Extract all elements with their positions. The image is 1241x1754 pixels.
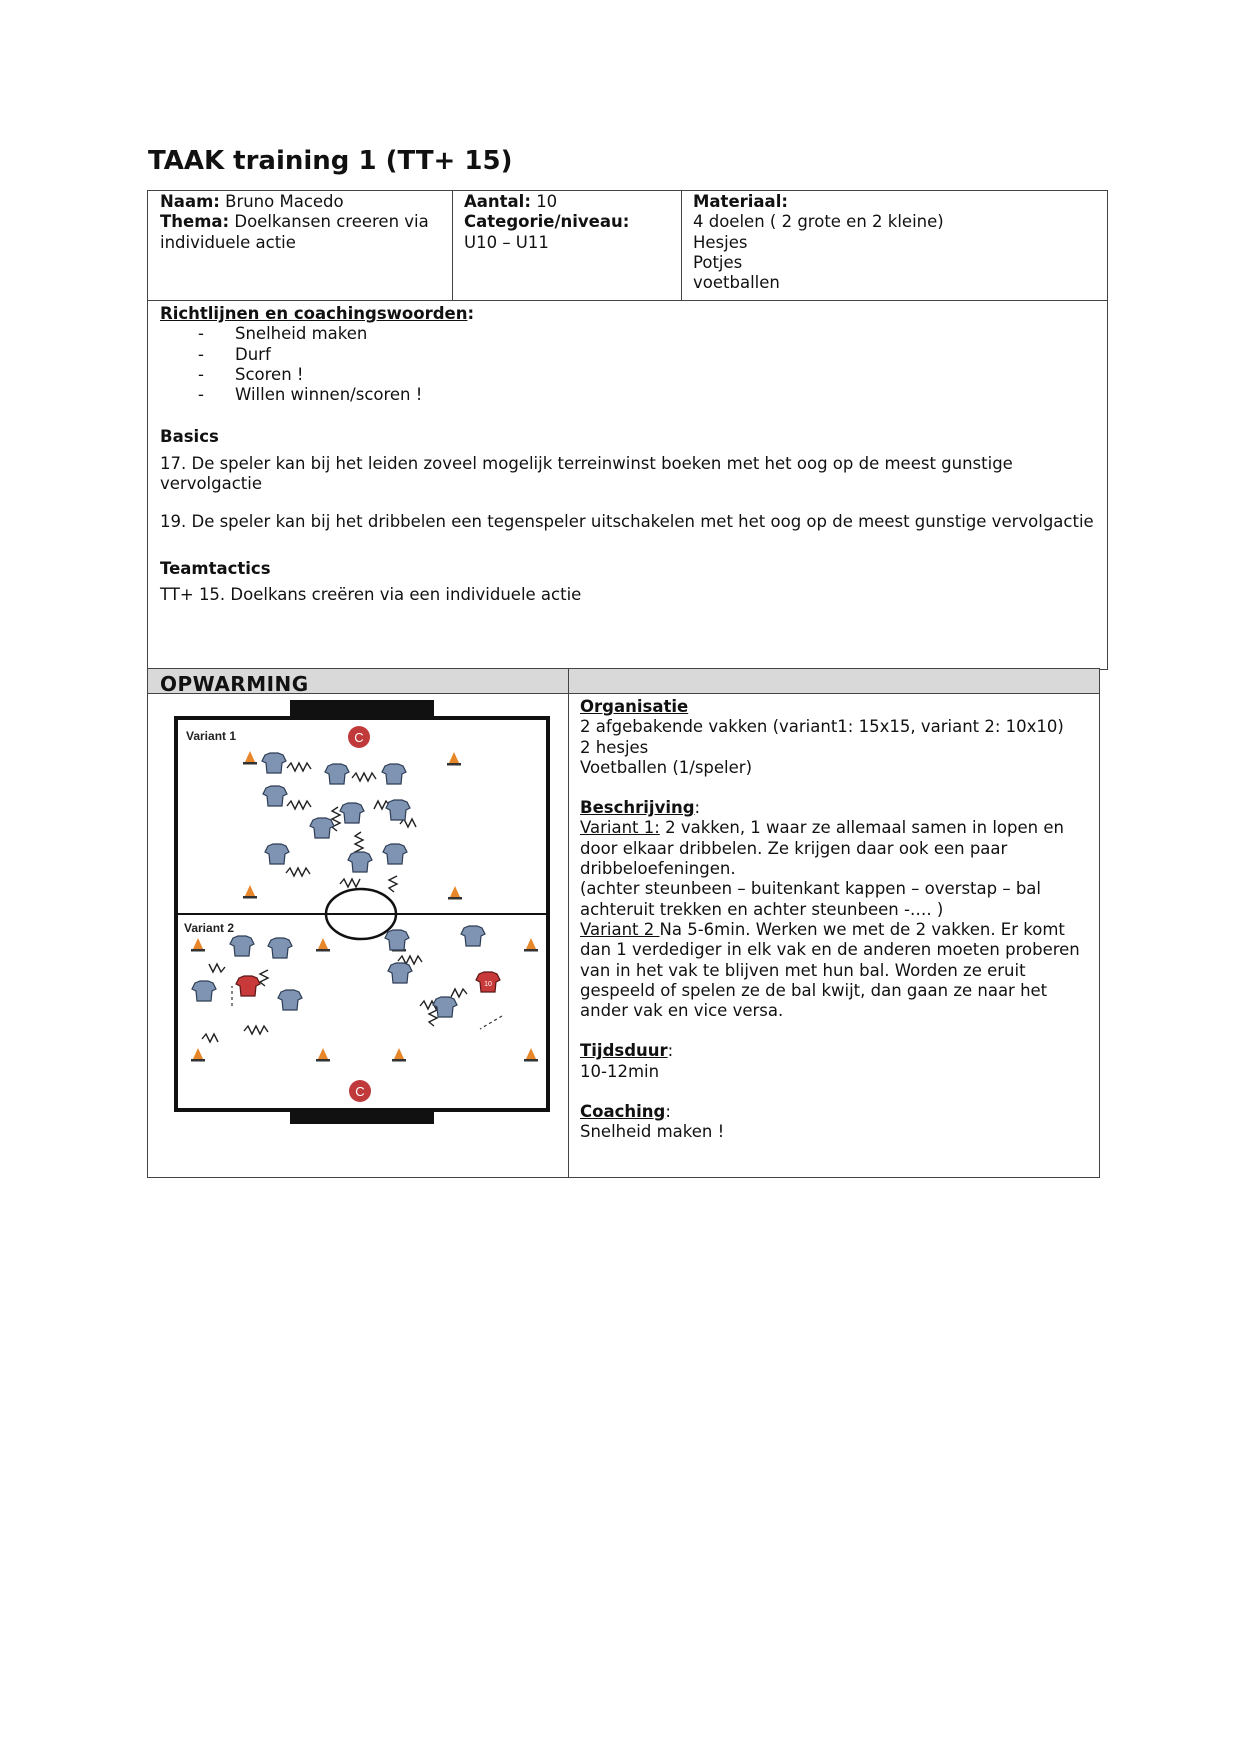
basics-item: 17. De speler kan bij het leiden zoveel mogelijk terreinwinst boeken met het oog op de meest gunstige vervolgactie xyxy=(160,453,1013,494)
list-item xyxy=(160,365,1100,385)
organisatie-line: 2 hesjes xyxy=(580,737,649,757)
variant2-description xyxy=(580,920,1090,1021)
naam-label: Naam: xyxy=(160,192,220,211)
teamtactics-item: TT+ 15. Doelkans creëren via een individuele actie xyxy=(160,584,582,604)
cone-icon xyxy=(447,752,461,766)
beschrijving-heading: Beschrijving xyxy=(580,798,695,818)
bullet-dash: - xyxy=(198,344,204,364)
organisatie-line: 2 afgebakende vakken (variant1: 15x15, variant 2: 10x10) xyxy=(580,717,1064,737)
variant1-extra: (achter steunbeen – buitenkant kappen – overstap – bal achteruit trekken en achter steunbeen -…. ) xyxy=(580,879,1042,919)
richtlijnen-heading: Richtlijnen en coachingswoorden xyxy=(160,304,468,323)
thema-label: Thema: xyxy=(160,212,230,232)
player-shirt-icon xyxy=(383,844,407,864)
tijdsduur-value: 10-12min xyxy=(580,1061,660,1081)
coaching-value: Snelheid maken ! xyxy=(580,1122,725,1142)
variant1-text: 2 vakken, 1 waar ze allemaal samen in lopen en door elkaar dribbelen. Ze krijgen daar ook een paar dribbeloefeningen. xyxy=(580,818,1064,879)
naam-thema-cell xyxy=(160,192,445,253)
richtlijnen-section xyxy=(160,304,1100,605)
variant2-label: Variant 2 xyxy=(184,921,235,935)
player-shirt-icon xyxy=(388,963,412,983)
organisatie-heading: Organisatie xyxy=(580,697,689,716)
player-shirt-icon xyxy=(325,764,349,784)
colon: : xyxy=(667,1041,674,1061)
list-item xyxy=(160,324,1100,344)
coach-icon xyxy=(348,726,370,748)
colon: : xyxy=(467,304,475,323)
list-item xyxy=(160,345,1100,365)
categorie-label: Categorie/niveau: xyxy=(464,212,630,232)
cone-icon xyxy=(243,751,257,765)
svg-text:C: C xyxy=(354,730,364,745)
materiaal-label: Materiaal: xyxy=(693,192,788,211)
cone-icon xyxy=(392,1048,406,1062)
list-item-text: Willen winnen/scoren ! xyxy=(235,385,423,405)
tijdsduur-heading: Tijdsduur xyxy=(580,1041,668,1061)
page-title: TAAK training 1 (TT+ 15) xyxy=(148,146,513,176)
variant1-description xyxy=(580,818,1090,879)
training-field-diagram xyxy=(162,696,572,1146)
aantal-label: Aantal: xyxy=(464,192,531,211)
materiaal-item: voetballen xyxy=(693,273,780,293)
variant2-text: Na 5-6min. Werken we met de 2 vakken. Er komt dan 1 verdediger in elk vak en de anderen moeten proberen van in het vak te blijven met hun bal. Worden ze eruit gespeeld of spelen ze de bal kwijt, dan gaan ze naar het ander vak en vice versa. xyxy=(580,919,1080,1021)
player-shirt-icon xyxy=(348,852,372,872)
opwarming-heading: OPWARMING xyxy=(160,672,309,696)
player-shirt-icon xyxy=(340,803,364,823)
variant1-label: Variant 1: xyxy=(580,818,660,838)
divider xyxy=(681,190,682,300)
basics-item: 19. De speler kan bij het dribbelen een tegenspeler uitschakelen met het oog op de meest gunstige vervolgactie xyxy=(160,512,1094,532)
basics-heading: Basics xyxy=(160,427,219,447)
thema-value: Doelkansen creeren via individuele actie xyxy=(160,212,429,252)
materiaal-cell xyxy=(693,192,1103,293)
materiaal-item: Potjes xyxy=(693,252,743,272)
aantal-value: 10 xyxy=(536,192,558,211)
teamtactics-heading: Teamtactics xyxy=(160,558,271,578)
materiaal-item: Hesjes xyxy=(693,232,748,252)
player-shirt-icon xyxy=(278,990,302,1010)
player-shirt-icon xyxy=(262,753,286,773)
list-item-text: Durf xyxy=(235,344,271,364)
variant2-label: Variant 2 xyxy=(580,919,660,939)
organisatie-line: Voetballen (1/speler) xyxy=(580,757,753,777)
cone-icon xyxy=(524,938,538,952)
cone-icon xyxy=(191,938,205,952)
opwarming-description xyxy=(580,697,1090,1143)
player-shirt-icon xyxy=(433,997,457,1017)
dribble-path-lines xyxy=(202,763,467,1042)
player-shirt-icon xyxy=(192,981,216,1001)
coach-icon xyxy=(349,1080,371,1102)
divider xyxy=(147,300,1108,301)
player-shirt-icon xyxy=(382,764,406,784)
list-item xyxy=(160,385,1100,405)
player-shirt-icon xyxy=(268,938,292,958)
bullet-dash: - xyxy=(198,324,204,344)
list-item-text: Scoren ! xyxy=(235,364,304,384)
player-shirt-icon xyxy=(461,926,485,946)
aantal-cell xyxy=(464,192,674,253)
categorie-value: U10 – U11 xyxy=(464,232,549,252)
materiaal-item: 4 doelen ( 2 grote en 2 kleine) xyxy=(693,212,944,232)
colon: : xyxy=(665,1102,671,1122)
list-item-text: Snelheid maken xyxy=(235,324,368,344)
player-shirt-icon xyxy=(265,844,289,864)
colon: : xyxy=(694,798,701,818)
coaching-heading: Coaching xyxy=(580,1102,666,1122)
divider xyxy=(452,190,453,300)
player-shirt-icon xyxy=(230,936,254,956)
svg-text:C: C xyxy=(355,1084,365,1099)
cone-icon xyxy=(243,885,257,899)
player-shirt-icon xyxy=(263,786,287,806)
cone-icon xyxy=(524,1048,538,1062)
cone-icon xyxy=(448,886,462,900)
bullet-dash: - xyxy=(198,364,204,384)
cone-icon xyxy=(316,1048,330,1062)
player-number: 10 xyxy=(484,981,492,988)
player-shirt-icon xyxy=(386,800,410,820)
cone-icon xyxy=(191,1048,205,1062)
goal-top xyxy=(290,700,434,716)
defender-shirt-icon xyxy=(236,976,260,996)
player-shirt-icon xyxy=(310,818,334,838)
bullet-dash: - xyxy=(198,385,204,405)
naam-value: Bruno Macedo xyxy=(225,192,344,211)
variant1-label: Variant 1 xyxy=(186,729,237,743)
cone-icon xyxy=(316,938,330,952)
player-shirt-icon xyxy=(385,930,409,950)
